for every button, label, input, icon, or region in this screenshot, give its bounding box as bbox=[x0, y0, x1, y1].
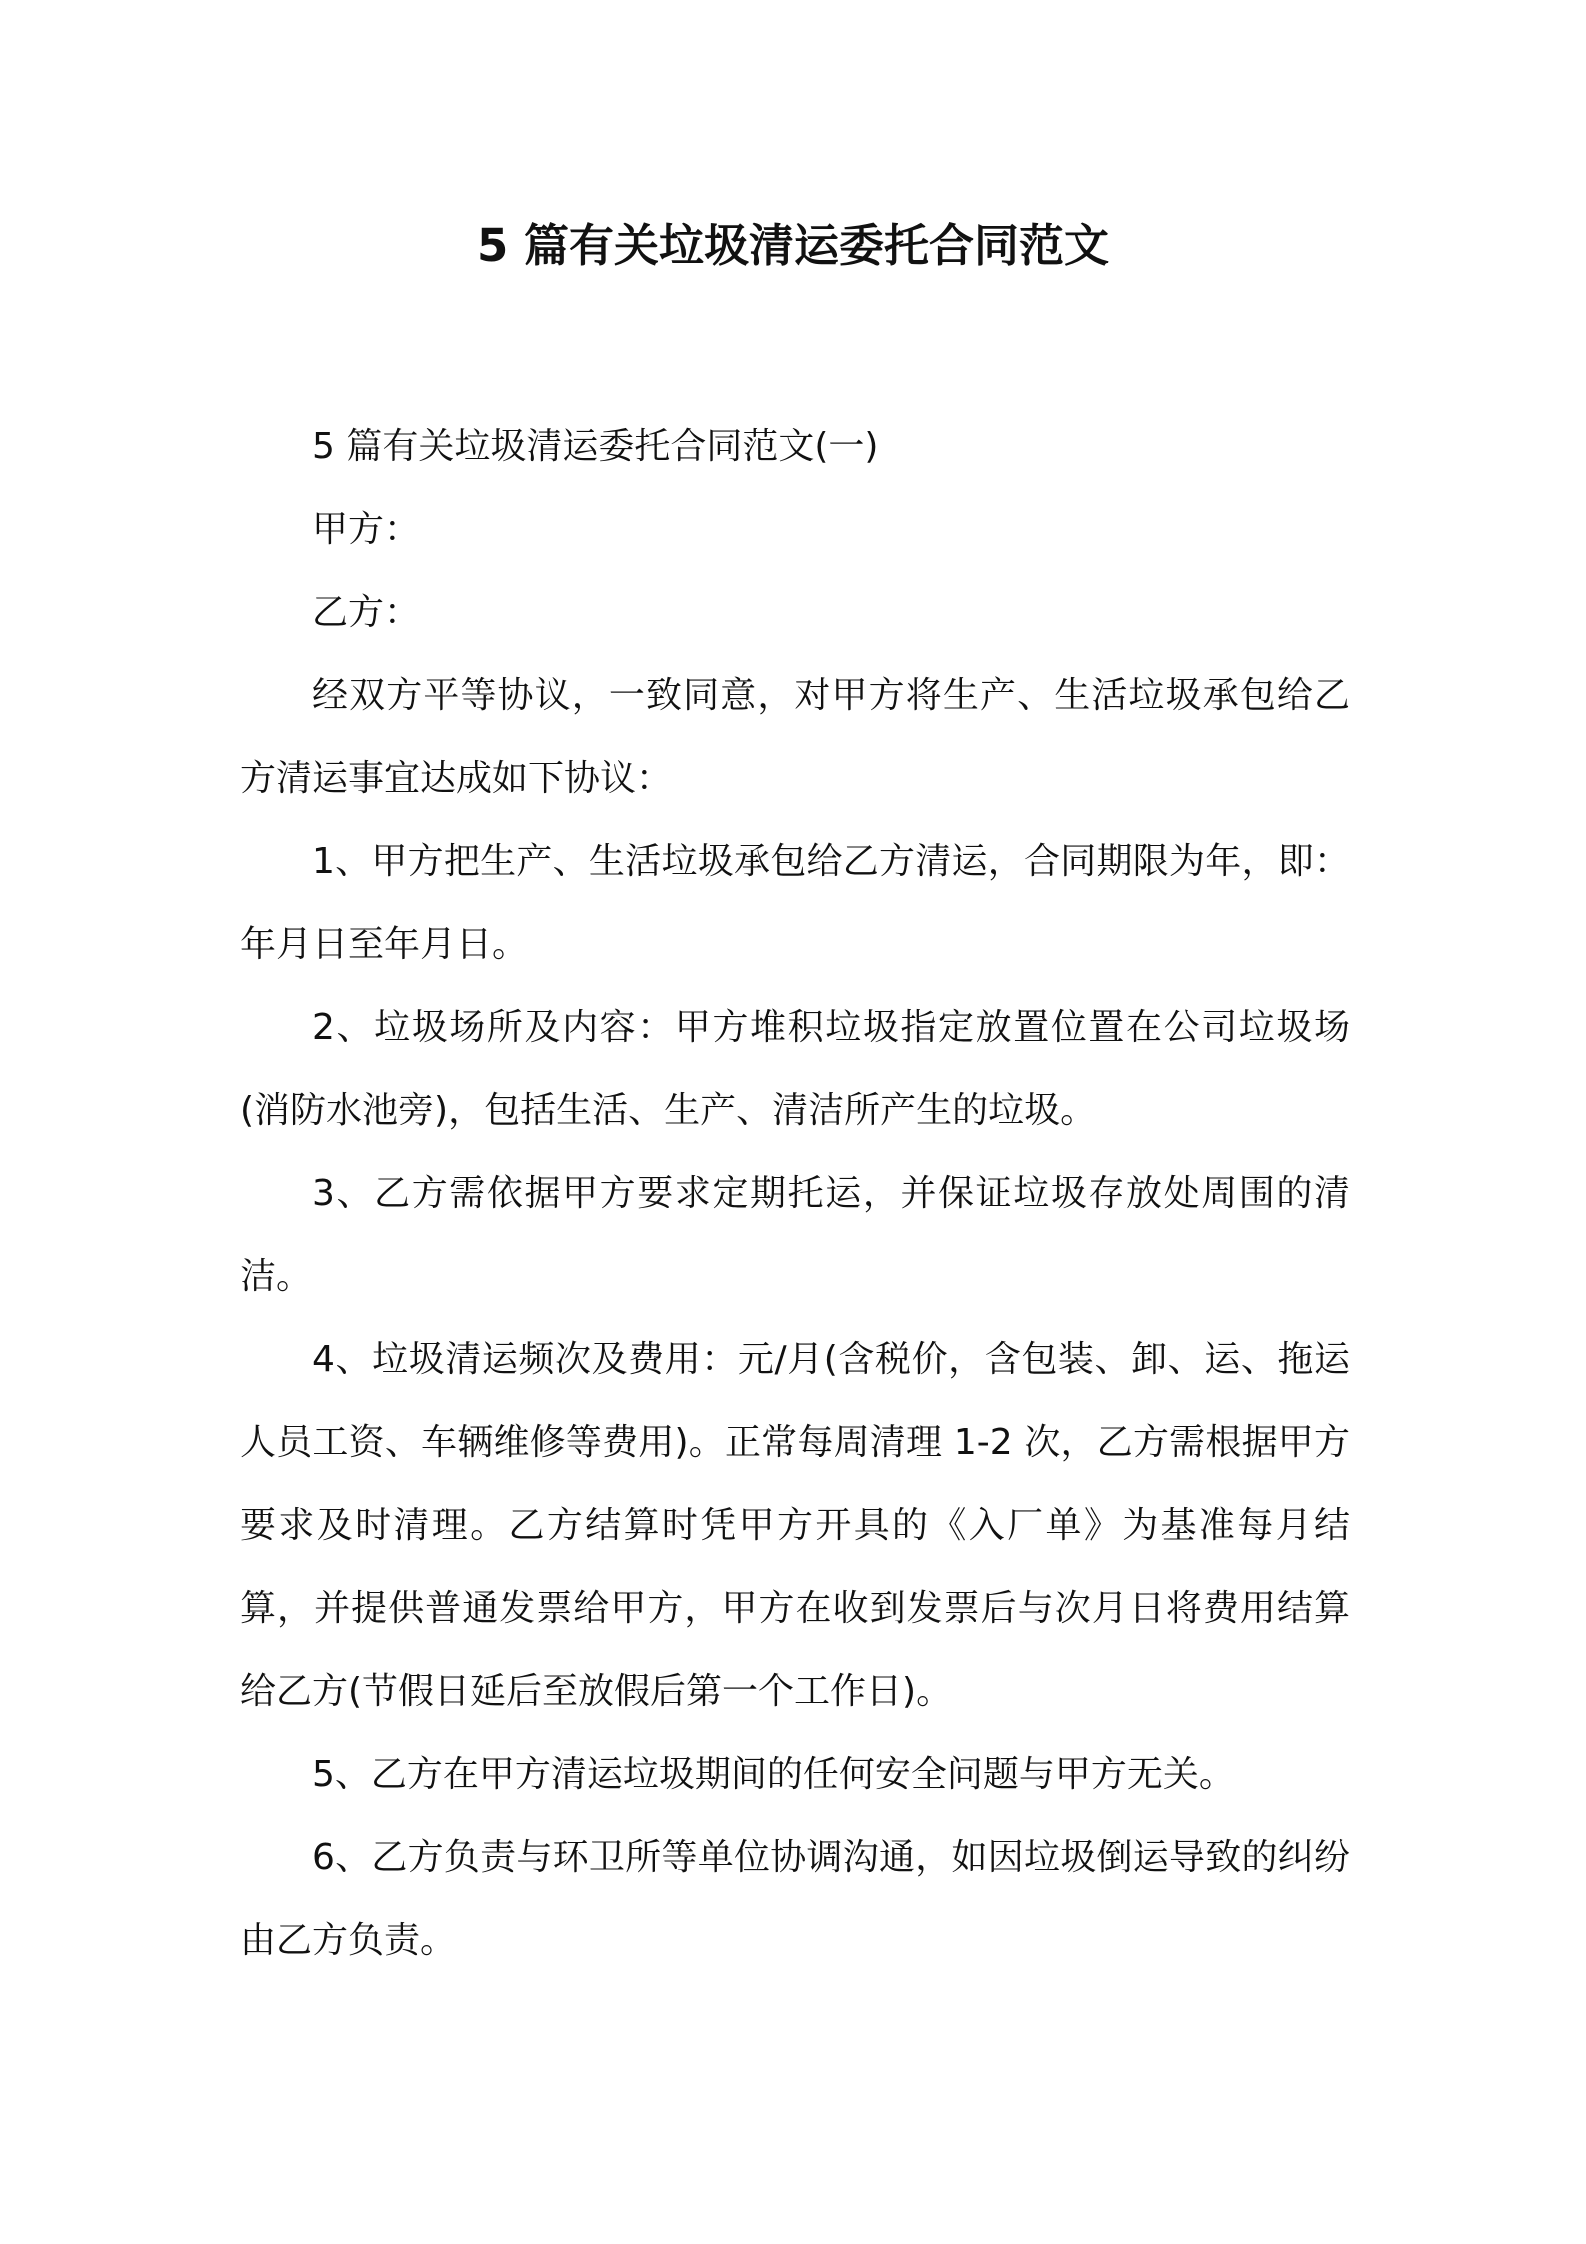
clause-6: 6、乙方负责与环卫所等单位协调沟通，如因垃圾倒运导致的纠纷由乙方负责。 bbox=[240, 1837, 1350, 1961]
party-a-line: 甲方： bbox=[312, 509, 421, 550]
clause-4: 4、垃圾清运频次及费用：元/月(含税价，含包装、卸、运、拖运人员工资、车辆维修等费用)。正常每周清理 1-2 次，乙方需根据甲方要求及时清理。乙方结算时凭甲方开具的《入厂单》为基准每月结算，并提供普通发票给甲方，甲方在收到发票后与次月日将费用结算给乙方(节假日延后至放假后第一个工作日)。 bbox=[240, 1339, 1350, 1712]
document-body bbox=[240, 405, 1350, 1982]
clause-2: 2、垃圾场所及内容：甲方堆积垃圾指定放置位置在公司垃圾场(消防水池旁)，包括生活、生产、清洁所产生的垃圾。 bbox=[240, 1007, 1350, 1131]
clause-5: 5、乙方在甲方清运垃圾期间的任何安全问题与甲方无关。 bbox=[312, 1754, 1235, 1795]
clause-1: 1、甲方把生产、生活垃圾承包给乙方清运，合同期限为年，即：年月日至年月日。 bbox=[240, 841, 1350, 965]
section-heading: 5 篇有关垃圾清运委托合同范文(一) bbox=[312, 426, 879, 467]
party-b-line: 乙方： bbox=[312, 592, 421, 633]
intro-paragraph: 经双方平等协议，一致同意，对甲方将生产、生活垃圾承包给乙方清运事宜达成如下协议： bbox=[240, 675, 1350, 799]
clause-3: 3、乙方需依据甲方要求定期托运，并保证垃圾存放处周围的清洁。 bbox=[240, 1173, 1350, 1297]
document-title: 5 篇有关垃圾清运委托合同范文 bbox=[477, 219, 1109, 272]
